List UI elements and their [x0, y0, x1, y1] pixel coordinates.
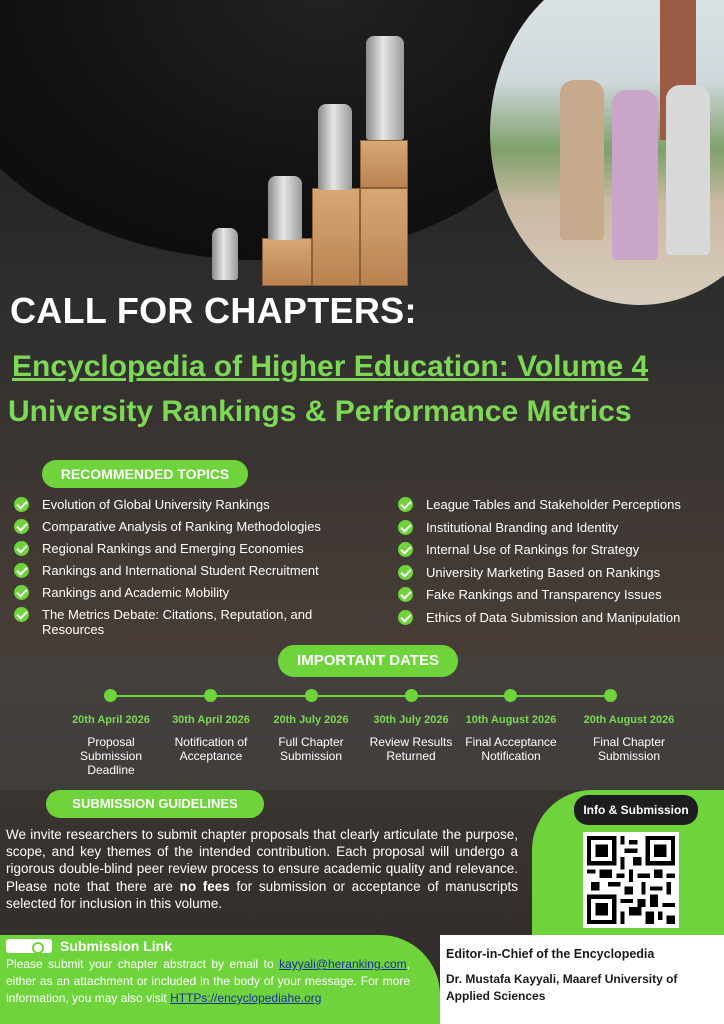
check-icon: [398, 565, 413, 580]
timeline-dot: [604, 689, 617, 702]
date-item: 20th July 2026 Full Chapter Submission: [273, 714, 349, 763]
submission-link-heading: Submission Link: [6, 938, 172, 954]
check-icon: [398, 610, 413, 625]
timeline-line: [110, 695, 610, 697]
topic-item: Regional Rankings and Emerging Economies: [14, 541, 364, 556]
topic-item: Comparative Analysis of Ranking Methodologies: [14, 519, 364, 534]
timeline-dot: [405, 689, 418, 702]
topic-item: University Marketing Based on Rankings: [398, 565, 718, 580]
call-for-chapters-heading: CALL FOR CHAPTERS:: [10, 290, 417, 331]
topic-item: Institutional Branding and Identity: [398, 520, 718, 535]
check-icon: [398, 520, 413, 535]
check-icon: [14, 541, 29, 556]
volume-subtitle: University Rankings & Performance Metrics: [8, 395, 632, 428]
topic-item: Internal Use of Rankings for Strategy: [398, 542, 718, 557]
timeline-dot: [104, 689, 117, 702]
topic-item: The Metrics Debate: Citations, Reputation, and Resources: [14, 607, 364, 637]
topic-item: League Tables and Stakeholder Perceptions: [398, 497, 718, 512]
timeline-dot: [204, 689, 217, 702]
topics-list-right: [398, 497, 718, 632]
check-icon: [398, 542, 413, 557]
topic-item: Evolution of Global University Rankings: [14, 497, 364, 512]
check-icon: [14, 607, 29, 622]
date-item: 20th August 2026 Final Chapter Submission: [583, 714, 675, 763]
important-dates-label: IMPORTANT DATES: [278, 645, 458, 677]
recommended-topics-label: RECOMMENDED TOPICS: [42, 460, 248, 488]
info-submission-label: Info & Submission: [574, 795, 698, 825]
email-link[interactable]: kayyali@heranking.com: [279, 957, 407, 971]
check-icon: [398, 497, 413, 512]
check-icon: [398, 587, 413, 602]
topic-item: Rankings and Academic Mobility: [14, 585, 364, 600]
date-item: 10th August 2026 Final Acceptance Notification: [465, 714, 557, 763]
timeline-dot: [305, 689, 318, 702]
check-icon: [14, 585, 29, 600]
date-item: 30th April 2026 Notification of Acceptance: [172, 714, 250, 763]
date-item: 30th July 2026 Review Results Returned: [369, 714, 453, 763]
check-icon: [14, 563, 29, 578]
submission-guidelines-label: SUBMISSION GUIDELINES: [46, 790, 264, 818]
topic-item: Rankings and International Student Recruitment: [14, 563, 364, 578]
editor-name: Dr. Mustafa Kayyali, Maaref University of Applied Sciences: [446, 972, 678, 1003]
timeline-dot: [504, 689, 517, 702]
check-icon: [14, 497, 29, 512]
topic-item: Ethics of Data Submission and Manipulation: [398, 610, 718, 625]
check-icon: [14, 519, 29, 534]
students-photo: [490, 0, 724, 305]
website-link[interactable]: HTTPs://encyclopediahe.org: [170, 991, 322, 1005]
topic-item: Fake Rankings and Transparency Issues: [398, 587, 718, 602]
encyclopedia-title[interactable]: Encyclopedia of Higher Education: Volume 4: [12, 350, 649, 383]
submission-text: Please submit your chapter abstract by email to kayyali@heranking.com, either as an attachment or included in the body of your message. For more information, you may also visit HTTPs://encyclopediahe.org: [6, 957, 410, 1005]
no-fees-text: no fees: [179, 878, 230, 894]
editor-title: Editor-in-Chief of the Encyclopedia: [446, 947, 655, 961]
date-item: 20th April 2026 Proposal Submission Deadline: [72, 714, 150, 777]
topics-list-left: [14, 497, 364, 644]
link-icon: [6, 939, 52, 953]
guidelines-text: We invite researchers to submit chapter proposals that clearly articulate the purpose, scope, and key themes of the intended contribution. Each proposal will undergo a rigorous double-blind peer review process to ensure academic quality and relevance. Please note that there are no fees for submission or acceptance of manuscripts selected for inclusion in this volume.: [6, 827, 519, 911]
qr-code[interactable]: [583, 832, 679, 928]
